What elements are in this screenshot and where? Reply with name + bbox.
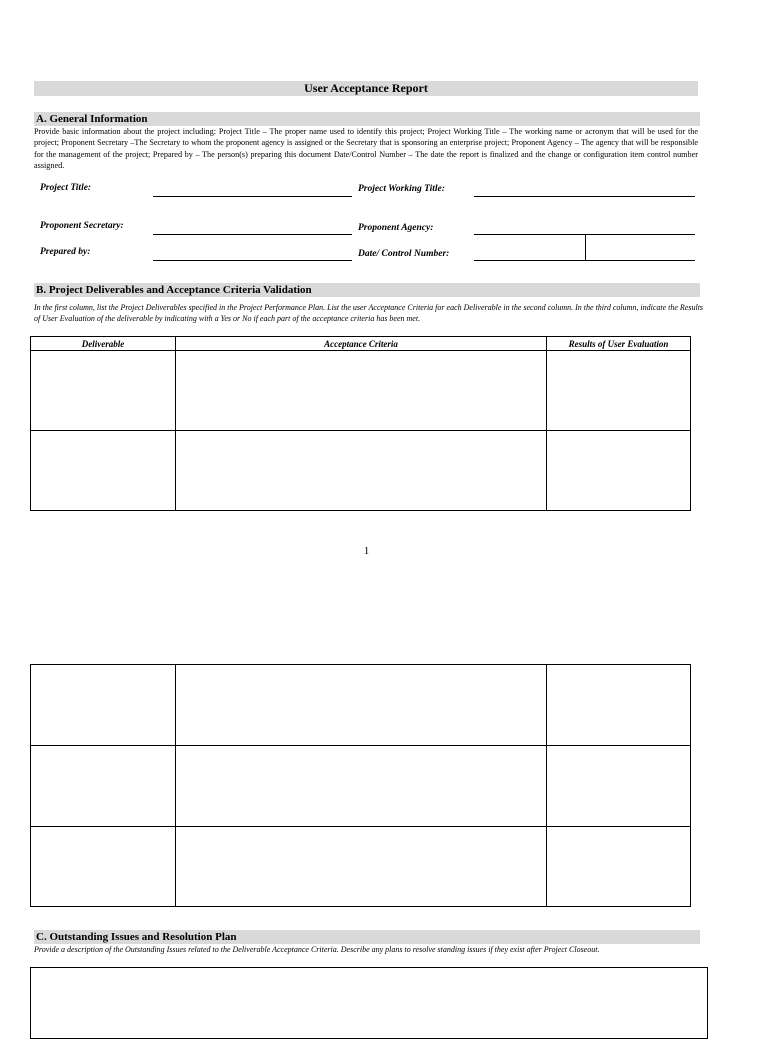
deliverable-column-header: Deliverable xyxy=(31,337,176,351)
section-c-heading: C. Outstanding Issues and Resolution Plan xyxy=(34,930,700,944)
table-row xyxy=(31,827,691,907)
deliverable-cell[interactable] xyxy=(31,665,176,746)
project-title-label: Project Title: xyxy=(40,183,92,193)
table-row xyxy=(31,431,691,511)
section-c-description: Provide a description of the Outstanding Issues related to the Deliverable Acceptance Criteria. Describe any plans to resolve standing issues if they exist after Project Closeout. xyxy=(34,945,600,954)
deliverables-table-continued xyxy=(30,664,691,907)
prepared-by-field[interactable] xyxy=(153,260,352,261)
acceptance-criteria-cell[interactable] xyxy=(176,665,547,746)
table-row xyxy=(31,746,691,827)
acceptance-criteria-cell[interactable] xyxy=(176,746,547,827)
project-working-title-label: Project Working Title: xyxy=(358,184,445,194)
date-control-number-label: Date/ Control Number: xyxy=(358,249,450,259)
section-b-description: In the first column, list the Project Deliverables specified in the Project Performance Plan. List the user Acceptance Criteria for each Deliverable in the second column. In the third column, indicate the Results of User Evaluation of the deliverable by indicating with a Yes or No if each part of the acceptance criteria has been met. xyxy=(34,303,704,324)
project-title-field[interactable] xyxy=(153,196,352,197)
acceptance-criteria-column-header: Acceptance Criteria xyxy=(176,337,547,351)
deliverable-cell[interactable] xyxy=(31,351,176,431)
deliverable-cell[interactable] xyxy=(31,431,176,511)
acceptance-criteria-cell[interactable] xyxy=(176,431,547,511)
results-cell[interactable] xyxy=(547,351,691,431)
project-working-title-field[interactable] xyxy=(474,196,695,197)
deliverable-cell[interactable] xyxy=(31,746,176,827)
results-cell[interactable] xyxy=(547,665,691,746)
proponent-secretary-label: Proponent Secretary: xyxy=(40,221,124,231)
table-row xyxy=(31,665,691,746)
section-b-heading: B. Project Deliverables and Acceptance Criteria Validation xyxy=(34,283,700,297)
results-column-header: Results of User Evaluation xyxy=(547,337,691,351)
section-a-description: Provide basic information about the project including: Project Title – The proper name used to identify this project; Project Working Title – The working name or acronym that will be used for the project; Proponent Secretary –The Secretary to whom the proponent agency is assigned or the Secretary that is sponsoring an enterprise project; Proponent Agency – The agency that will be responsible for the management of the project; Prepared by – The person(s) preparing this document Date/Control Number – The date the report is finalized and the change or configuration item control number assigned. xyxy=(34,127,698,170)
proponent-agency-label: Proponent Agency: xyxy=(358,223,434,233)
deliverables-table xyxy=(30,336,691,511)
document-title: User Acceptance Report xyxy=(34,81,698,96)
results-cell[interactable] xyxy=(547,746,691,827)
table-row xyxy=(31,351,691,431)
outstanding-issues-box[interactable] xyxy=(30,967,708,1039)
proponent-secretary-field[interactable] xyxy=(153,234,352,235)
results-cell[interactable] xyxy=(547,431,691,511)
date-control-divider xyxy=(585,235,586,261)
deliverable-cell[interactable] xyxy=(31,827,176,907)
results-cell[interactable] xyxy=(547,827,691,907)
acceptance-criteria-cell[interactable] xyxy=(176,351,547,431)
prepared-by-label: Prepared by: xyxy=(40,247,91,257)
page-number: 1 xyxy=(363,545,370,557)
acceptance-criteria-cell[interactable] xyxy=(176,827,547,907)
table-header-row xyxy=(31,337,691,351)
section-a-heading: A. General Information xyxy=(34,112,700,126)
